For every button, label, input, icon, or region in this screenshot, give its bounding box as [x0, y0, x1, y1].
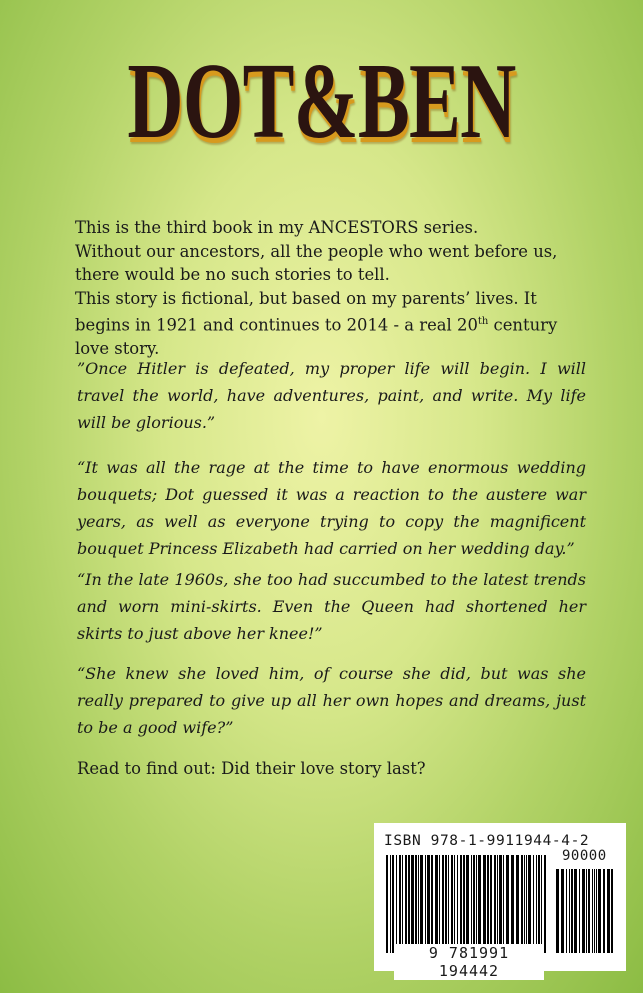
excerpt-quote: ”Once Hitler is defeated, my proper life will begin. I will travel the world, have adventures, paint, and write. My life will be glorious.”	[77, 359, 586, 432]
ean-barcode	[386, 855, 546, 953]
book-title: DOT&BEN	[127, 42, 516, 161]
intro-line: Without our ancestors, all the people who went before us, there would be no such stories to tell.	[75, 241, 558, 285]
ean-digits: 9 781991 194442	[394, 944, 544, 980]
price-barcode	[556, 869, 616, 953]
isbn-label: ISBN 978-1-9911944-4-2	[384, 833, 590, 849]
intro-text	[75, 216, 585, 361]
ordinal-suffix: th	[477, 316, 489, 328]
closing-question: Read to find out: Did their love story last?	[77, 759, 426, 778]
intro-line	[75, 287, 585, 361]
price-code: 90000	[562, 848, 607, 864]
excerpt-quote: “In the late 1960s, she too had succumbed to the latest trends and worn mini-skirts. Even the Queen had shortened her skirts to just above her knee!”	[77, 570, 586, 643]
intro-line-suffix: century love story.	[75, 315, 558, 359]
excerpt-quote: “She knew she loved him, of course she did, but was she really prepared to give up all her own hopes and dreams, just to be a good wife?”	[77, 664, 586, 737]
barcode-panel	[374, 823, 626, 980]
intro-line-prefix: This story is fictional, but based on my parents’ lives. It begins in 1921 and continues to 2014 - a real 20	[75, 288, 537, 335]
excerpt-quote: “It was all the rage at the time to have enormous wedding bouquets; Dot guessed it was a reaction to the austere war years, as well as everyone trying to copy the magnificent bouquet Princess Elizabeth had carried on her wedding day.”	[77, 458, 586, 558]
intro-line: This is the third book in my ANCESTORS series.	[75, 218, 479, 237]
